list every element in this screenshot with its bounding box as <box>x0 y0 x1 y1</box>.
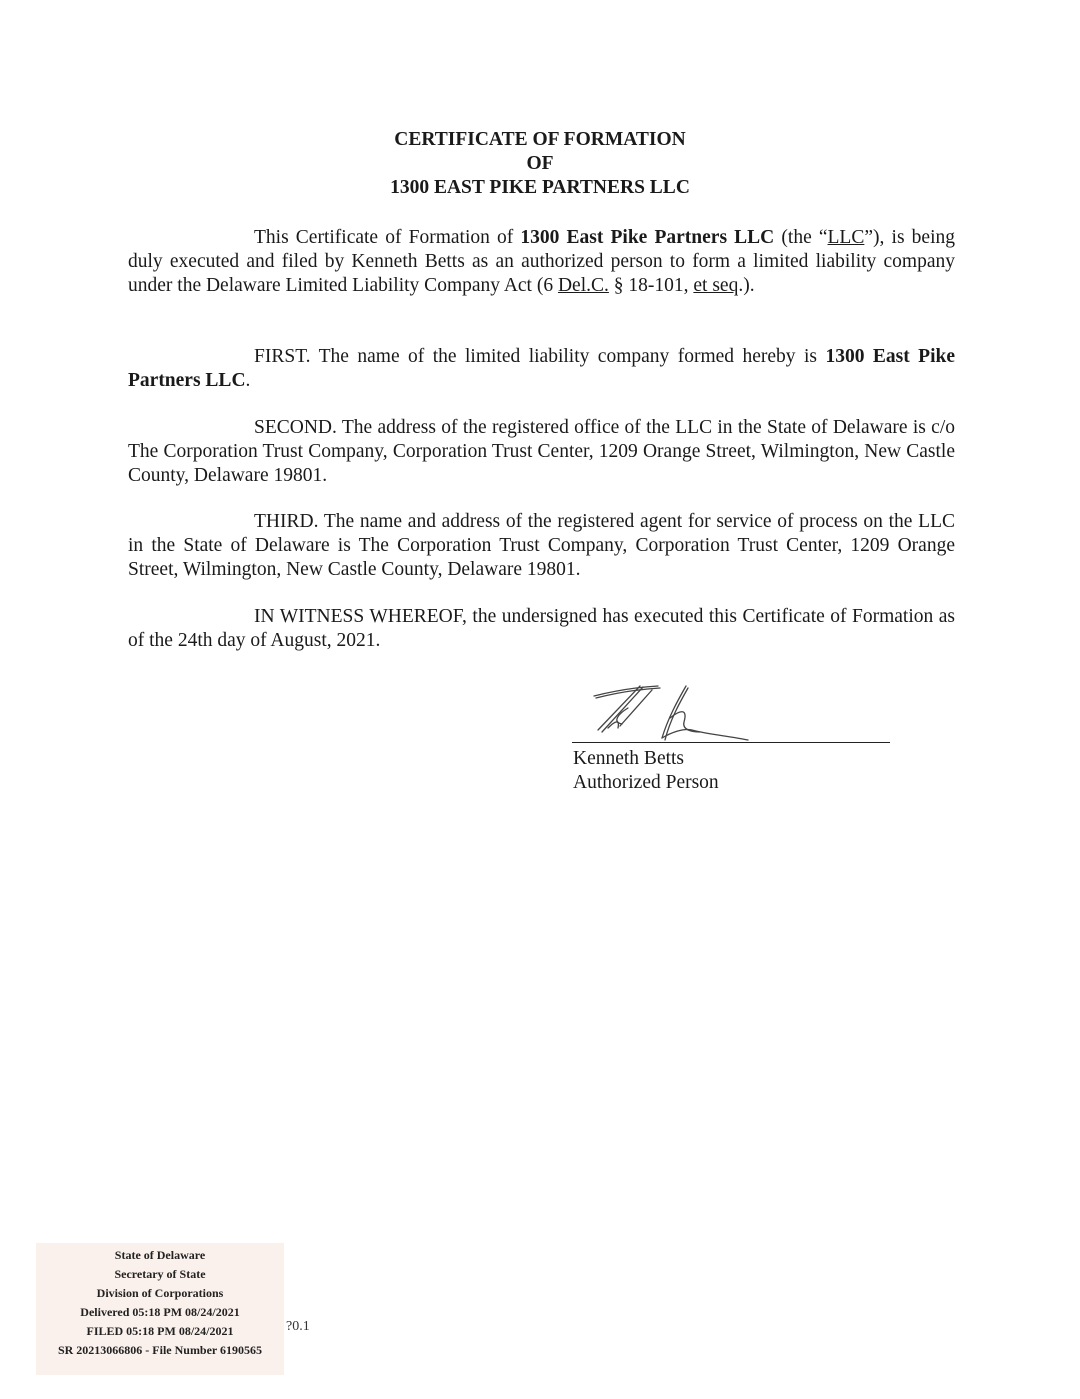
stamp-line: FILED 05:18 PM 08/24/2021 <box>86 1324 234 1338</box>
signer-name: Kenneth Betts <box>573 748 685 769</box>
title-line-1: CERTIFICATE OF FORMATION <box>394 129 686 150</box>
signer-block <box>573 747 719 795</box>
second-paragraph: SECOND. The address of the registered office of the LLC in the State of Delaware is c/o The Corporation Trust Company, Corporation Trust Center, 1209 Orange Street, Wilmington, New Castle County, Delaware 19801. <box>128 417 955 486</box>
stamp-line: Secretary of State <box>114 1267 206 1281</box>
stamp-line: SR 20213066806 - File Number 6190565 <box>57 1343 263 1357</box>
stamp-line: State of Delaware <box>114 1248 206 1262</box>
title-line-3: 1300 EAST PIKE PARTNERS LLC <box>390 177 690 198</box>
witness-paragraph: IN WITNESS WHEREOF, the undersigned has executed this Certificate of Formation as of the 24th day of August, 2021. <box>128 606 955 651</box>
signer-role: Authorized Person <box>573 772 719 793</box>
first-paragraph: FIRST. The name of the limited liability company formed hereby is 1300 East Pike Partners LLC. <box>128 346 955 391</box>
filing-stamp <box>36 1243 284 1375</box>
document-title <box>0 128 1080 200</box>
stamp-line: Division of Corporations <box>96 1286 224 1300</box>
title-line-2: OF <box>526 153 554 174</box>
stamp-line: Delivered 05:18 PM 08/24/2021 <box>80 1305 240 1319</box>
page-marker: ?0.1 <box>286 1319 310 1334</box>
intro-paragraph: This Certificate of Formation of 1300 East Pike Partners LLC (the “LLC”), is being duly executed and filed by Kenneth Betts as an authorized person to form a limited liability company under the Delaware Limited Liability Company Act (6 Del.C. § 18-101, et seq.). <box>128 227 955 296</box>
handwritten-signature <box>588 678 768 748</box>
signature-line <box>572 742 890 743</box>
third-paragraph: THIRD. The name and address of the registered agent for service of process on the LLC in the State of Delaware is The Corporation Trust Company, Corporation Trust Center, 1209 Orange Street, Wilmington, New Castle County, Delaware 19801. <box>128 511 955 580</box>
